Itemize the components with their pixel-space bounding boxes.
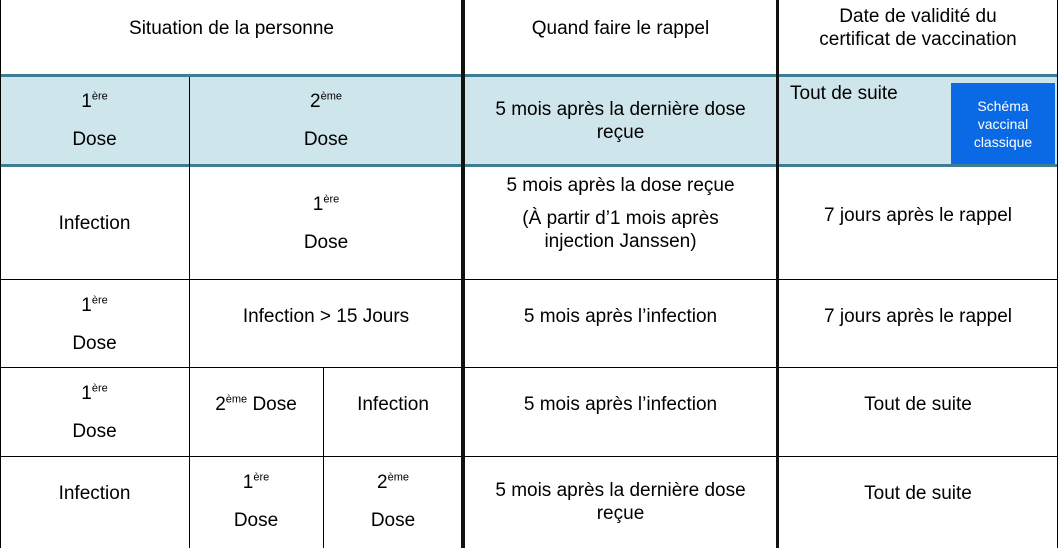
row4-deuxieme-dose	[189, 369, 323, 439]
rappel-line: (À partir d’1 mois après	[522, 208, 719, 229]
ordinal-suffix: ème	[320, 90, 342, 103]
row4-premiere-dose	[0, 369, 189, 456]
row2-premiere-dose	[189, 168, 463, 279]
ordinal-suffix: ère	[323, 193, 340, 206]
ordinal-suffix: ère	[253, 471, 270, 484]
infection-delay-text: Infection > 15 Jours	[242, 305, 410, 327]
dose-label: Dose	[303, 232, 349, 253]
row-divider	[0, 164, 1058, 167]
ordinal-suffix: ère	[91, 90, 108, 103]
row1-premiere-dose	[0, 76, 189, 165]
header-validite-line1: Date de validité du	[839, 6, 997, 27]
header-situation-label: Situation de la personne	[129, 17, 334, 39]
row1-validite	[790, 78, 915, 108]
infection-label: Infection	[357, 393, 429, 415]
ordinal-number: 1	[81, 383, 92, 404]
column-divider	[461, 0, 465, 548]
row4-rappel	[463, 369, 778, 439]
dose-label: Dose	[370, 510, 416, 531]
row3-rappel	[463, 281, 778, 351]
validite-text: Tout de suite	[864, 482, 972, 504]
validite-text: 7 jours après le rappel	[824, 204, 1012, 226]
rappel-text: 5 mois après l’infection	[523, 305, 718, 327]
row-divider	[0, 74, 1058, 77]
row5-validite	[778, 458, 1058, 528]
ordinal-suffix: ère	[91, 294, 108, 307]
validite-text: Tout de suite	[790, 82, 898, 104]
rappel-text: 5 mois après l’infection	[523, 393, 718, 415]
row1-rappel	[463, 76, 778, 165]
row2-infection	[0, 168, 189, 279]
row-divider	[0, 279, 1058, 280]
badge-line: Schéma	[977, 98, 1029, 114]
ordinal-number: 2	[215, 393, 226, 415]
row-divider	[0, 367, 1058, 368]
rappel-line: injection Janssen)	[544, 231, 697, 252]
schema-classique-badge	[951, 83, 1055, 165]
column-divider	[189, 77, 190, 548]
header-validite	[778, 0, 1058, 56]
badge-line: vaccinal	[977, 116, 1029, 132]
rappel-line: 5 mois après la dernière dose	[495, 479, 746, 501]
rappel-line: 5 mois après la dernière dose	[495, 98, 746, 120]
header-situation	[0, 0, 463, 56]
row3-premiere-dose	[0, 281, 189, 368]
dose-label: Dose	[303, 129, 349, 150]
ordinal-suffix: ème	[225, 393, 248, 406]
row5-premiere-dose	[189, 458, 323, 545]
infection-label: Infection	[58, 213, 131, 234]
validite-text: 7 jours après le rappel	[824, 305, 1012, 327]
rappel-line: 5 mois après la dose reçue	[506, 175, 735, 196]
column-divider	[323, 368, 324, 548]
dose-label: Dose	[72, 421, 117, 442]
header-rappel	[463, 0, 778, 56]
rappel-line: reçue	[596, 502, 645, 524]
ordinal-number: 1	[242, 472, 254, 493]
row2-validite	[778, 168, 1058, 262]
row3-validite	[778, 281, 1058, 351]
ordinal-suffix: ère	[91, 382, 108, 395]
validite-text: Tout de suite	[864, 393, 972, 415]
ordinal-number: 2	[377, 472, 388, 493]
dose-label: Dose	[247, 393, 297, 415]
ordinal-number: 2	[310, 91, 321, 112]
badge-line: classique	[973, 134, 1033, 150]
dose-label: Dose	[72, 333, 117, 354]
row5-infection	[0, 458, 189, 528]
row4-validite	[778, 369, 1058, 439]
header-rappel-label: Quand faire le rappel	[531, 17, 710, 39]
dose-label: Dose	[233, 510, 279, 531]
row5-deuxieme-dose	[323, 458, 463, 545]
ordinal-number: 1	[81, 91, 92, 112]
row4-infection	[323, 369, 463, 439]
ordinal-number: 1	[312, 194, 324, 215]
row2-rappel	[463, 168, 778, 279]
column-divider	[776, 0, 779, 548]
ordinal-number: 1	[81, 295, 92, 316]
row1-deuxieme-dose	[189, 76, 463, 165]
row5-rappel	[463, 458, 778, 545]
row3-infection-delay	[189, 281, 463, 351]
infection-label: Infection	[58, 482, 131, 504]
rappel-line: reçue	[596, 121, 645, 143]
ordinal-suffix: ème	[387, 471, 409, 484]
dose-label: Dose	[72, 129, 117, 150]
header-validite-line2: certificat de vaccination	[819, 29, 1017, 50]
row-divider	[0, 456, 1058, 457]
column-divider	[0, 0, 1, 548]
